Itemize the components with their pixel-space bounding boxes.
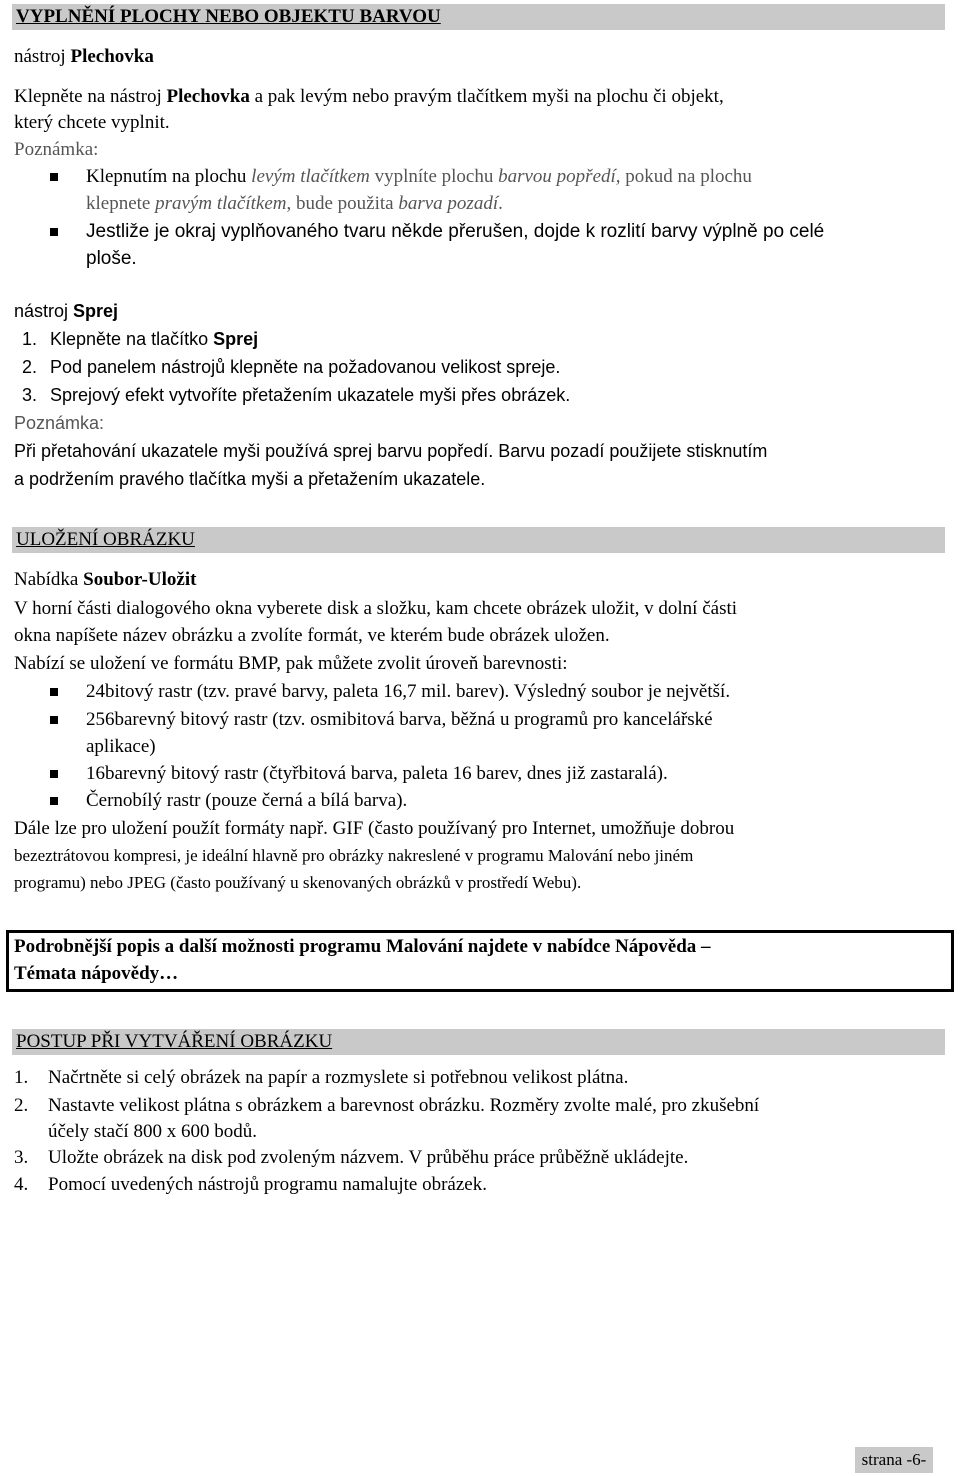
step-text-cont: účely stačí 800 x 600 bodů. (48, 1121, 257, 1142)
page-number: strana -6- (855, 1447, 933, 1473)
bullet-text-cont: klepnete pravým tlačítkem, bude použita barva pozadí. (86, 193, 503, 214)
bullet-text: 24bitový rastr (tzv. pravé barvy, paleta 16,7 mil. barev). Výsledný soubor je největší. (86, 681, 731, 702)
step-text: Nastavte velikost plátna s obrázkem a barevnost obrázku. Rozměry zvolte malé, pro zkušební (48, 1095, 760, 1116)
bullet-icon (50, 770, 58, 778)
note-text: a podržením pravého tlačítka myši a přetažením ukazatele. (14, 469, 486, 489)
paragraph-line: který chcete vyplnit. (14, 112, 170, 133)
step-text: Klepněte na tlačítko Sprej (50, 329, 259, 349)
bullet-text-cont: ploše. (86, 248, 137, 269)
menu-name: Soubor-Uložit (83, 569, 197, 590)
section-heading-fill (12, 1029, 945, 1055)
bullet-icon (50, 797, 58, 805)
bullet-text: Jestliže je okraj vyplňovaného tvaru někde přerušen, dojde k rozlití barvy výplně po celé (86, 221, 825, 242)
step-text: Načrtněte si celý obrázek na papír a rozmyslete si potřebnou velikost plátna. (48, 1067, 629, 1088)
bullet-text: Černobílý rastr (pouze černá a bílá barva). (86, 790, 408, 811)
info-box-text: Podrobnější popis a další možnosti programu Malování najdete v nabídce Nápověda – (14, 936, 711, 957)
bullet-icon (50, 173, 58, 181)
tool-plechovka-line: nástroj Plechovka (14, 46, 154, 67)
paragraph-line: programu) nebo JPEG (často používaný u skenovaných obrázků v prostředí Webu). (14, 873, 582, 892)
bullet-text: 16barevný bitový rastr (čtyřbitová barva, paleta 16 barev, dnes již zastaralá). (86, 763, 668, 784)
info-box-text: Témata nápovědy… (14, 963, 179, 984)
tool-name: Sprej (73, 301, 119, 321)
paragraph-line: V horní části dialogového okna vyberete disk a složku, kam chcete obrázek uložit, v dolní části (14, 598, 738, 619)
step-number: 4. (14, 1174, 29, 1195)
step-number: 1. (22, 329, 38, 349)
heading-text: ULOŽENÍ OBRÁZKU (16, 529, 195, 550)
bullet-text: 256barevný bitový rastr (tzv. osmibitová barva, běžná u programů pro kancelářské (86, 709, 713, 730)
bullet-icon (50, 228, 58, 236)
bullet-text: Klepnutím na plochu levým tlačítkem vyplníte plochu barvou popředí, pokud na plochu (86, 166, 752, 187)
paragraph-line: okna napíšete název obrázku a zvolíte formát, ve kterém bude obrázek uložen. (14, 625, 610, 646)
note-text: Při přetahování ukazatele myši používá sprej barvu popředí. Barvu pozadí použijete stisknutím (14, 441, 768, 461)
bullet-icon (50, 688, 58, 696)
step-text: Sprejový efekt vytvoříte přetažením ukazatele myši přes obrázek. (50, 385, 571, 405)
heading-text: VYPLNĚNÍ PLOCHY NEBO OBJEKTU BARVOU (16, 6, 441, 27)
step-text: Uložte obrázek na disk pod zvoleným názvem. V průběhu práce průběžně ukládejte. (48, 1147, 689, 1168)
step-text: Pod panelem nástrojů klepněte na požadovanou velikost spreje. (50, 357, 561, 377)
bullet-text-cont: aplikace) (86, 736, 156, 757)
note-label: Poznámka: (14, 139, 99, 160)
bullet-icon (50, 716, 58, 724)
paragraph-line: Klepněte na nástroj Plechovka a pak levým nebo pravým tlačítkem myši na plochu či objekt, (14, 86, 724, 107)
paragraph-line: Dále lze pro uložení použít formáty např. GIF (často používaný pro Internet, umožňuje dobrou (14, 818, 735, 839)
section-heading-fill (12, 4, 945, 30)
paragraph-line: Nabízí se uložení ve formátu BMP, pak můžete zvolit úroveň barevnosti: (14, 653, 568, 674)
section-heading-fill (12, 527, 945, 553)
step-number: 2. (14, 1095, 29, 1116)
note-label: Poznámka: (14, 413, 105, 433)
heading-text: POSTUP PŘI VYTVÁŘENÍ OBRÁZKU (16, 1031, 333, 1052)
step-text: Pomocí uvedených nástrojů programu namalujte obrázek. (48, 1174, 487, 1195)
paragraph-line: bezeztrátovou kompresi, je ideální hlavně pro obrázky nakreslené v programu Malování nebo jiném (14, 846, 694, 865)
step-number: 3. (22, 385, 38, 405)
step-number: 3. (14, 1147, 29, 1168)
tool-name: Plechovka (70, 46, 154, 67)
step-number: 2. (22, 357, 38, 377)
tool-sprej-line: nástroj Sprej (14, 301, 119, 321)
menu-line: Nabídka Soubor-Uložit (14, 569, 197, 590)
step-number: 1. (14, 1067, 29, 1088)
